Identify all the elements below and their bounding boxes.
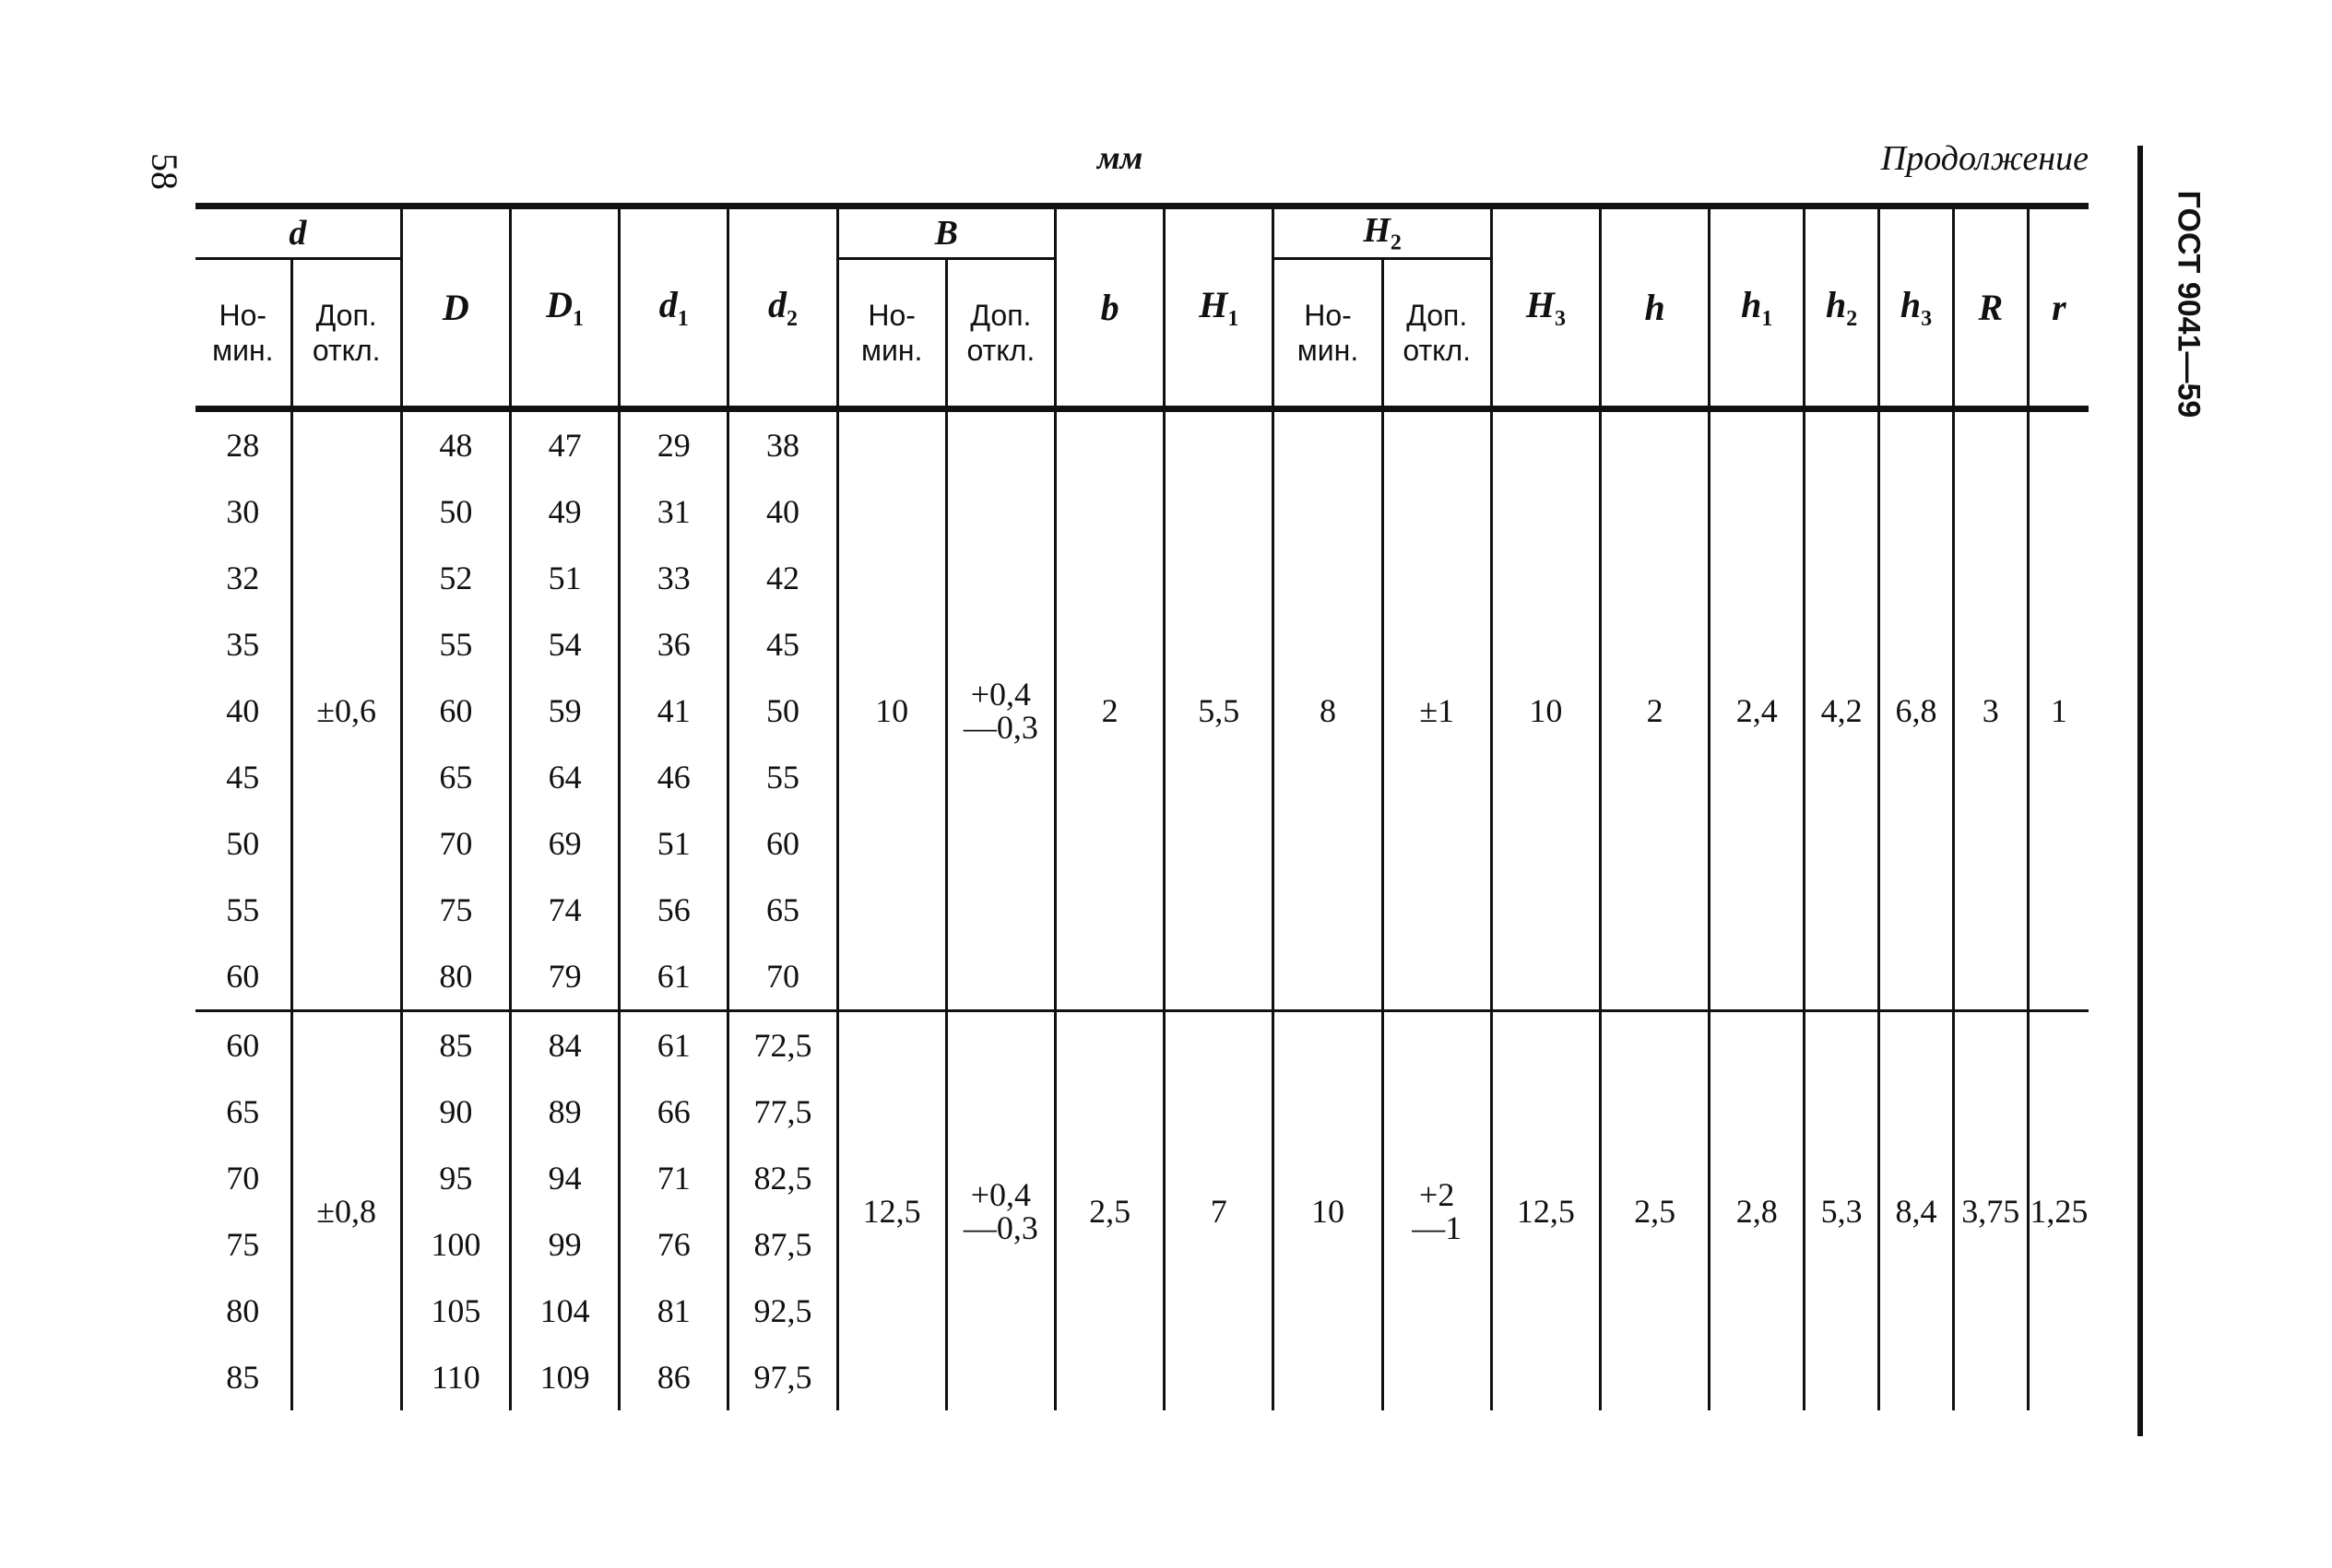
- D1-cell: 109: [510, 1344, 619, 1410]
- header-D1-sub: 1: [573, 307, 585, 331]
- H3-cell: 10: [1491, 409, 1600, 1011]
- D1-cell: 84: [510, 1011, 619, 1079]
- D-cell: 55: [401, 611, 510, 678]
- B-tolerance-cell: [946, 409, 1055, 1011]
- header-B-nominal: Но- мин.: [837, 259, 946, 409]
- d-nominal-cell: 75: [195, 1211, 291, 1278]
- d-tolerance-cell: ±0,8: [291, 1011, 401, 1411]
- D1-cell: 104: [510, 1278, 619, 1344]
- H2-nominal-cell: 10: [1273, 1011, 1382, 1411]
- h2-cell: 5,3: [1805, 1011, 1879, 1411]
- B-nominal-cell: 12,5: [837, 1011, 946, 1411]
- d-nominal-cell: 55: [195, 877, 291, 943]
- table-row: [195, 1011, 2089, 1079]
- dimensions-table: [195, 203, 2089, 1410]
- r-cell: 1: [2028, 409, 2089, 1011]
- d2-cell: 97,5: [728, 1344, 837, 1410]
- D1-cell: 59: [510, 678, 619, 744]
- H2-tolerance-cell-upper: ±1: [1419, 692, 1455, 729]
- header-d2-sub: 2: [786, 307, 798, 331]
- d2-cell: 70: [728, 943, 837, 1011]
- header-R: R: [1953, 206, 2028, 409]
- d-nominal-cell: 30: [195, 478, 291, 545]
- d-nominal-cell: 45: [195, 744, 291, 810]
- d2-cell: 92,5: [728, 1278, 837, 1344]
- table-group-2: [195, 1011, 2089, 1411]
- header-h3-base: h: [1900, 284, 1922, 325]
- d-nominal-cell: 28: [195, 409, 291, 479]
- header-H2-sub: 2: [1390, 230, 1402, 255]
- d1-cell: 46: [620, 744, 728, 810]
- B-tolerance-cell: [946, 1011, 1055, 1411]
- header-D1: [510, 206, 619, 409]
- d1-cell: 29: [620, 409, 728, 479]
- header-h2-base: h: [1826, 284, 1847, 325]
- header-d1-sub: 1: [677, 307, 689, 331]
- D1-cell: 94: [510, 1145, 619, 1211]
- continuation-label: Продолжение: [1880, 139, 2089, 178]
- d1-cell: 61: [620, 1011, 728, 1079]
- header-H1: [1165, 206, 1273, 409]
- d-nominal-cell: 60: [195, 1011, 291, 1079]
- D1-cell: 51: [510, 545, 619, 611]
- header-d2-base: d: [767, 284, 787, 325]
- h-cell: 2: [1601, 409, 1710, 1011]
- header-H2-base: H: [1363, 211, 1391, 251]
- d1-cell: 31: [620, 478, 728, 545]
- H2-tolerance-cell-lower: —1: [1412, 1209, 1462, 1246]
- d1-cell: 81: [620, 1278, 728, 1344]
- D-cell: 100: [401, 1211, 510, 1278]
- header-D: D: [401, 206, 510, 409]
- B-tolerance-cell-lower: —0,3: [963, 709, 1038, 746]
- d-nominal-cell: 32: [195, 545, 291, 611]
- d2-cell: 50: [728, 678, 837, 744]
- b-cell: 2,5: [1056, 1011, 1165, 1411]
- D-cell: 75: [401, 877, 510, 943]
- d1-cell: 33: [620, 545, 728, 611]
- d-nominal-cell: 40: [195, 678, 291, 744]
- H1-cell: 5,5: [1165, 409, 1273, 1011]
- D1-cell: 69: [510, 810, 619, 877]
- d-tolerance-cell: ±0,6: [291, 409, 401, 1011]
- d2-cell: 38: [728, 409, 837, 479]
- header-b: b: [1056, 206, 1165, 409]
- header-H1-sub: 1: [1227, 307, 1239, 331]
- header-d-nominal: Но- мин.: [195, 259, 291, 409]
- d-nominal-cell: 70: [195, 1145, 291, 1211]
- header-h2-sub: 2: [1846, 307, 1858, 331]
- D-cell: 48: [401, 409, 510, 479]
- D-cell: 80: [401, 943, 510, 1011]
- h3-cell: 8,4: [1879, 1011, 1954, 1411]
- R-cell: 3: [1953, 409, 2028, 1011]
- d1-cell: 61: [620, 943, 728, 1011]
- header-d: d: [195, 206, 401, 259]
- header-H1-base: H: [1199, 284, 1228, 325]
- D1-cell: 89: [510, 1079, 619, 1145]
- D-cell: 50: [401, 478, 510, 545]
- header-D1-base: D: [546, 284, 574, 325]
- B-tolerance-cell-upper: +0,4: [970, 676, 1032, 713]
- D1-cell: 47: [510, 409, 619, 479]
- H2-nominal-cell: 8: [1273, 409, 1382, 1011]
- header-d2: [728, 206, 837, 409]
- header-d-tolerance: Доп. откл.: [291, 259, 401, 409]
- h-cell: 2,5: [1601, 1011, 1710, 1411]
- units-label: мм: [1097, 139, 1143, 176]
- D1-cell: 79: [510, 943, 619, 1011]
- d2-cell: 42: [728, 545, 837, 611]
- header-h3-sub: 3: [1921, 307, 1933, 331]
- D1-cell: 49: [510, 478, 619, 545]
- D-cell: 105: [401, 1278, 510, 1344]
- header-h: h: [1601, 206, 1710, 409]
- d1-cell: 41: [620, 678, 728, 744]
- d2-cell: 77,5: [728, 1079, 837, 1145]
- D1-cell: 74: [510, 877, 619, 943]
- d1-cell: 56: [620, 877, 728, 943]
- D-cell: 90: [401, 1079, 510, 1145]
- h1-cell: 2,4: [1710, 409, 1805, 1011]
- d1-cell: 66: [620, 1079, 728, 1145]
- d-nominal-cell: 60: [195, 943, 291, 1011]
- h1-cell: 2,8: [1710, 1011, 1805, 1411]
- header-d1: [620, 206, 728, 409]
- header-B: B: [837, 206, 1055, 259]
- header-h1-base: h: [1741, 284, 1762, 325]
- d2-cell: 82,5: [728, 1145, 837, 1211]
- header-H3: [1491, 206, 1600, 409]
- margin-rule: [2137, 146, 2143, 1436]
- header-h2: [1805, 206, 1879, 409]
- D-cell: 95: [401, 1145, 510, 1211]
- table-row: [195, 409, 2089, 479]
- H2-tolerance-cell-upper: +2: [1419, 1176, 1455, 1213]
- header-d1-base: d: [658, 284, 678, 325]
- d-nominal-cell: 80: [195, 1278, 291, 1344]
- B-tolerance-cell-upper: +0,4: [970, 1176, 1032, 1213]
- H3-cell: 12,5: [1491, 1011, 1600, 1411]
- d1-cell: 76: [620, 1211, 728, 1278]
- B-tolerance-cell-lower: —0,3: [963, 1209, 1038, 1246]
- header-r: r: [2028, 206, 2089, 409]
- D1-cell: 54: [510, 611, 619, 678]
- h3-cell: 6,8: [1879, 409, 1954, 1011]
- standard-label-wrap: [2160, 157, 2216, 452]
- header-H2: [1273, 206, 1491, 259]
- d2-cell: 72,5: [728, 1011, 837, 1079]
- B-nominal-cell: 10: [837, 409, 946, 1011]
- header-H3-sub: 3: [1554, 307, 1566, 331]
- header-h3: [1879, 206, 1954, 409]
- d1-cell: 36: [620, 611, 728, 678]
- h2-cell: 4,2: [1805, 409, 1879, 1011]
- d-nominal-cell: 65: [195, 1079, 291, 1145]
- d-nominal-cell: 50: [195, 810, 291, 877]
- D-cell: 65: [401, 744, 510, 810]
- H1-cell: 7: [1165, 1011, 1273, 1411]
- header-h1-sub: 1: [1761, 307, 1773, 331]
- D-cell: 85: [401, 1011, 510, 1079]
- header-H2-tolerance: Доп. откл.: [1382, 259, 1491, 409]
- D-cell: 70: [401, 810, 510, 877]
- D1-cell: 64: [510, 744, 619, 810]
- header-H2-nominal: Но- мин.: [1273, 259, 1382, 409]
- D-cell: 52: [401, 545, 510, 611]
- page-number: 58: [144, 153, 185, 190]
- d1-cell: 86: [620, 1344, 728, 1410]
- D-cell: 60: [401, 678, 510, 744]
- d1-cell: 51: [620, 810, 728, 877]
- d1-cell: 71: [620, 1145, 728, 1211]
- R-cell: 3,75: [1953, 1011, 2028, 1411]
- table-group-1: [195, 409, 2089, 1011]
- header-h1: [1710, 206, 1805, 409]
- header-H3-base: H: [1525, 284, 1555, 325]
- d-nominal-cell: 35: [195, 611, 291, 678]
- D-cell: 110: [401, 1344, 510, 1410]
- d2-cell: 60: [728, 810, 837, 877]
- H2-tolerance-cell: [1382, 1011, 1491, 1411]
- H2-tolerance-cell: [1382, 409, 1491, 1011]
- D1-cell: 99: [510, 1211, 619, 1278]
- r-cell: 1,25: [2028, 1011, 2089, 1411]
- header-B-tolerance: Доп. откл.: [946, 259, 1055, 409]
- d2-cell: 87,5: [728, 1211, 837, 1278]
- d2-cell: 65: [728, 877, 837, 943]
- standard-label: ГОСТ 9041—59: [2171, 190, 2207, 419]
- d2-cell: 55: [728, 744, 837, 810]
- d2-cell: 40: [728, 478, 837, 545]
- d-nominal-cell: 85: [195, 1344, 291, 1410]
- b-cell: 2: [1056, 409, 1165, 1011]
- d2-cell: 45: [728, 611, 837, 678]
